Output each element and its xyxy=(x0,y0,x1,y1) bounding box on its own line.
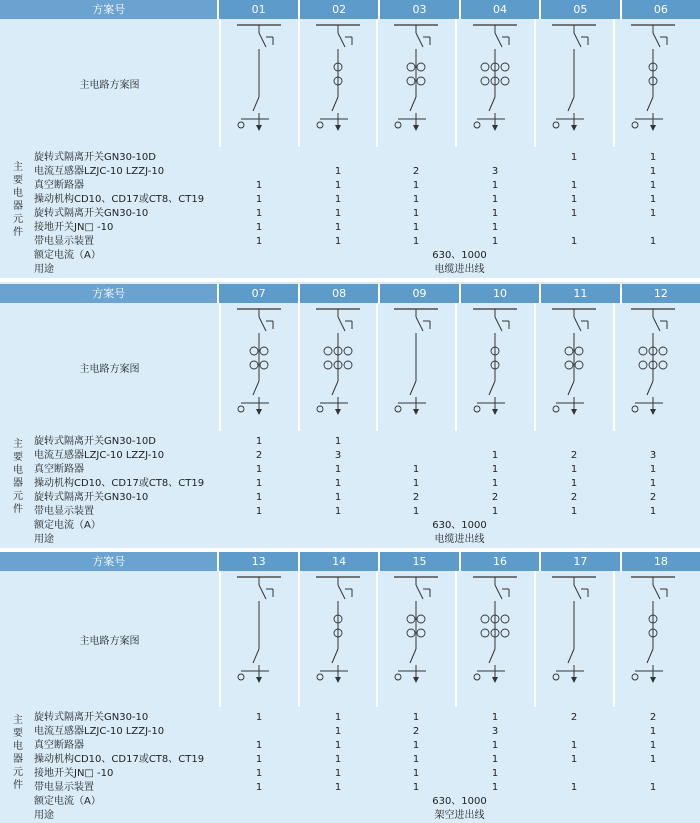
circuit-diagram xyxy=(237,25,281,131)
usage-row xyxy=(0,263,700,277)
rated-current-row xyxy=(0,249,700,263)
component-qty: 3 xyxy=(491,726,499,737)
component-qty: 1 xyxy=(491,236,499,247)
component-qty: 1 xyxy=(491,464,499,475)
column-separator xyxy=(455,19,457,147)
rated-current-label: 额定电流（A） xyxy=(34,520,101,531)
component-row xyxy=(0,781,700,795)
component-row xyxy=(0,739,700,753)
component-row xyxy=(0,221,700,235)
component-qty: 1 xyxy=(570,180,578,191)
scheme-number: 13 xyxy=(217,552,297,571)
usage-value: 电缆进出线 xyxy=(434,264,485,275)
column-separator xyxy=(376,571,378,707)
component-qty: 1 xyxy=(649,194,657,205)
rated-current-label: 额定电流（A） xyxy=(34,250,101,261)
component-qty: 1 xyxy=(412,180,420,191)
component-qty: 1 xyxy=(334,222,342,233)
component-qty: 1 xyxy=(491,740,499,751)
component-qty: 1 xyxy=(412,506,420,517)
usage-value: 架空进出线 xyxy=(434,810,485,821)
component-qty: 1 xyxy=(491,768,499,779)
circuit-diagram xyxy=(316,309,360,415)
component-qty: 1 xyxy=(255,194,263,205)
component-qty: 2 xyxy=(255,450,263,461)
component-qty: 1 xyxy=(649,726,657,737)
component-qty: 1 xyxy=(649,478,657,489)
usage-row xyxy=(0,533,700,547)
component-qty: 1 xyxy=(334,478,342,489)
component-qty: 1 xyxy=(255,506,263,517)
component-qty: 1 xyxy=(334,740,342,751)
component-row xyxy=(0,725,700,739)
component-qty: 2 xyxy=(412,726,420,737)
component-qty: 1 xyxy=(412,478,420,489)
main-components-label: 主 要 电 器 元 件 xyxy=(13,715,23,791)
component-qty: 1 xyxy=(491,782,499,793)
scheme-number: 04 xyxy=(459,0,539,19)
component-qty: 1 xyxy=(334,782,342,793)
component-name: 真空断路器 xyxy=(34,464,84,475)
scheme-block xyxy=(0,552,700,822)
column-separator xyxy=(376,303,378,431)
component-qty: 1 xyxy=(570,464,578,475)
component-row xyxy=(0,235,700,249)
component-qty: 1 xyxy=(412,222,420,233)
usage-label: 用途 xyxy=(34,810,54,821)
main-components-label: 主 要 电 器 元 件 xyxy=(13,439,23,515)
component-qty: 1 xyxy=(570,194,578,205)
component-qty: 1 xyxy=(334,768,342,779)
component-qty: 1 xyxy=(570,478,578,489)
component-name: 真空断路器 xyxy=(34,740,84,751)
component-qty: 1 xyxy=(334,236,342,247)
scheme-number: 15 xyxy=(378,552,458,571)
component-qty: 1 xyxy=(412,208,420,219)
component-qty: 1 xyxy=(570,782,578,793)
circuit-diagram xyxy=(631,309,675,415)
component-name: 旋转式隔离开关GN30-10 xyxy=(34,712,149,723)
rated-current-label: 额定电流（A） xyxy=(34,796,101,807)
circuit-diagram xyxy=(473,25,517,131)
rated-current-value: 630、1000 xyxy=(432,520,487,531)
component-qty: 1 xyxy=(255,782,263,793)
main-circuit-label: 主电路方案图 xyxy=(79,80,140,91)
scheme-header-row xyxy=(0,552,700,571)
circuit-diagram xyxy=(631,577,675,683)
column-separator xyxy=(613,303,615,431)
scheme-number: 08 xyxy=(298,284,378,303)
component-qty: 1 xyxy=(334,712,342,723)
component-row xyxy=(0,463,700,477)
column-separator xyxy=(219,303,221,431)
component-qty: 2 xyxy=(570,492,578,503)
scheme-header-row xyxy=(0,0,700,19)
usage-label: 用途 xyxy=(34,264,54,275)
component-qty: 2 xyxy=(412,492,420,503)
component-qty: 1 xyxy=(255,208,263,219)
component-name: 旋转式隔离开关GN30-10D xyxy=(34,152,156,163)
component-qty: 1 xyxy=(255,492,263,503)
scheme-no-label: 方案号 xyxy=(92,555,126,568)
scheme-number: 09 xyxy=(378,284,458,303)
scheme-no-label: 方案号 xyxy=(92,3,126,16)
component-row xyxy=(0,491,700,505)
component-qty: 1 xyxy=(412,712,420,723)
component-name: 接地开关JN□ -10 xyxy=(34,222,114,233)
usage-value: 电缆进出线 xyxy=(434,534,485,545)
scheme-block xyxy=(0,284,700,548)
column-separator xyxy=(613,19,615,147)
component-name: 电流互感器LZJC-10 LZZJ-10 xyxy=(34,450,165,461)
component-qty: 1 xyxy=(491,180,499,191)
component-qty: 1 xyxy=(255,478,263,489)
scheme-number: 10 xyxy=(459,284,539,303)
component-qty: 1 xyxy=(334,166,342,177)
rated-current-row xyxy=(0,519,700,533)
component-qty: 1 xyxy=(649,180,657,191)
column-separator xyxy=(534,571,536,707)
component-qty: 1 xyxy=(649,506,657,517)
component-qty: 1 xyxy=(334,180,342,191)
component-row xyxy=(0,151,700,165)
component-qty: 2 xyxy=(649,712,657,723)
component-qty: 1 xyxy=(412,194,420,205)
circuit-diagram xyxy=(631,25,675,131)
scheme-number: 18 xyxy=(620,552,700,571)
rated-current-value: 630、1000 xyxy=(432,796,487,807)
circuit-diagram xyxy=(473,577,517,683)
component-qty: 1 xyxy=(491,506,499,517)
component-name: 接地开关JN□ -10 xyxy=(34,768,114,779)
component-qty: 1 xyxy=(649,166,657,177)
component-name: 电流互感器LZJC-10 LZZJ-10 xyxy=(34,726,165,737)
circuit-diagram xyxy=(237,309,281,415)
column-separator xyxy=(376,19,378,147)
component-qty: 1 xyxy=(491,222,499,233)
component-qty: 3 xyxy=(334,450,342,461)
scheme-number: 01 xyxy=(217,0,297,19)
component-qty: 1 xyxy=(491,478,499,489)
scheme-number: 17 xyxy=(539,552,619,571)
component-qty: 1 xyxy=(491,194,499,205)
component-name: 旋转式隔离开关GN30-10 xyxy=(34,208,149,219)
scheme-number: 05 xyxy=(539,0,619,19)
column-separator xyxy=(455,571,457,707)
block-gap xyxy=(0,278,700,282)
component-qty: 1 xyxy=(412,464,420,475)
component-qty: 1 xyxy=(491,712,499,723)
component-qty: 1 xyxy=(255,464,263,475)
component-qty: 1 xyxy=(649,754,657,765)
component-name: 操动机构CD10、CD17或CT8、CT19 xyxy=(34,194,205,205)
column-separator xyxy=(534,303,536,431)
circuit-diagram xyxy=(316,577,360,683)
component-qty: 1 xyxy=(570,740,578,751)
component-row xyxy=(0,477,700,491)
component-qty: 1 xyxy=(649,782,657,793)
component-name: 带电显示装置 xyxy=(34,782,94,793)
component-row xyxy=(0,767,700,781)
column-separator xyxy=(298,19,300,147)
component-qty: 1 xyxy=(491,208,499,219)
component-qty: 2 xyxy=(412,166,420,177)
component-row xyxy=(0,193,700,207)
component-qty: 1 xyxy=(334,194,342,205)
component-name: 旋转式隔离开关GN30-10 xyxy=(34,492,149,503)
component-qty: 2 xyxy=(570,712,578,723)
component-name: 操动机构CD10、CD17或CT8、CT19 xyxy=(34,754,205,765)
component-qty: 1 xyxy=(649,208,657,219)
column-separator xyxy=(219,571,221,707)
component-name: 带电显示装置 xyxy=(34,236,94,247)
component-qty: 3 xyxy=(649,450,657,461)
circuit-diagram xyxy=(394,309,438,415)
circuit-diagrams xyxy=(0,571,700,707)
rated-current-value: 630、1000 xyxy=(432,250,487,261)
component-qty: 1 xyxy=(334,726,342,737)
scheme-block xyxy=(0,0,700,275)
component-qty: 1 xyxy=(334,492,342,503)
component-qty: 2 xyxy=(649,492,657,503)
component-qty: 1 xyxy=(334,506,342,517)
column-separator xyxy=(219,19,221,147)
circuit-diagram xyxy=(473,309,517,415)
component-qty: 1 xyxy=(412,754,420,765)
scheme-no-label: 方案号 xyxy=(92,287,126,300)
column-separator xyxy=(534,19,536,147)
component-row xyxy=(0,449,700,463)
usage-label: 用途 xyxy=(34,534,54,545)
scheme-header-row xyxy=(0,284,700,303)
component-qty: 1 xyxy=(412,236,420,247)
component-name: 带电显示装置 xyxy=(34,506,94,517)
usage-row xyxy=(0,809,700,823)
scheme-number: 07 xyxy=(217,284,297,303)
main-components-label: 主 要 电 器 元 件 xyxy=(13,162,23,238)
component-row xyxy=(0,165,700,179)
component-row xyxy=(0,207,700,221)
column-separator xyxy=(455,303,457,431)
main-circuit-label: 主电路方案图 xyxy=(79,364,140,375)
component-qty: 1 xyxy=(255,712,263,723)
scheme-number: 03 xyxy=(378,0,458,19)
component-qty: 1 xyxy=(334,436,342,447)
component-qty: 1 xyxy=(255,436,263,447)
component-qty: 2 xyxy=(570,450,578,461)
circuit-diagram xyxy=(394,25,438,131)
circuit-diagram xyxy=(316,25,360,131)
circuit-diagrams xyxy=(0,19,700,147)
component-qty: 1 xyxy=(491,450,499,461)
circuit-diagram xyxy=(394,577,438,683)
component-qty: 1 xyxy=(570,236,578,247)
component-qty: 1 xyxy=(491,754,499,765)
component-qty: 1 xyxy=(334,464,342,475)
column-separator xyxy=(613,571,615,707)
component-qty: 1 xyxy=(255,768,263,779)
component-name: 旋转式隔离开关GN30-10D xyxy=(34,436,156,447)
component-qty: 1 xyxy=(255,180,263,191)
component-qty: 1 xyxy=(334,754,342,765)
scheme-number: 11 xyxy=(539,284,619,303)
component-qty: 1 xyxy=(570,506,578,517)
circuit-diagram xyxy=(552,309,596,415)
component-qty: 1 xyxy=(255,236,263,247)
component-qty: 1 xyxy=(334,208,342,219)
circuit-diagram xyxy=(552,25,596,131)
scheme-number: 02 xyxy=(298,0,378,19)
component-row xyxy=(0,179,700,193)
component-qty: 1 xyxy=(649,236,657,247)
component-qty: 1 xyxy=(412,768,420,779)
component-row xyxy=(0,435,700,449)
component-qty: 1 xyxy=(255,222,263,233)
component-qty: 1 xyxy=(255,754,263,765)
component-qty: 1 xyxy=(412,740,420,751)
circuit-diagram xyxy=(552,577,596,683)
component-qty: 1 xyxy=(570,152,578,163)
component-qty: 1 xyxy=(412,782,420,793)
component-qty: 1 xyxy=(649,740,657,751)
component-row xyxy=(0,753,700,767)
main-circuit-label: 主电路方案图 xyxy=(79,636,140,647)
rated-current-row xyxy=(0,795,700,809)
component-name: 电流互感器LZJC-10 LZZJ-10 xyxy=(34,166,165,177)
component-row xyxy=(0,711,700,725)
circuit-diagram xyxy=(237,577,281,683)
component-qty: 1 xyxy=(255,740,263,751)
scheme-number: 16 xyxy=(459,552,539,571)
component-qty: 1 xyxy=(649,152,657,163)
column-separator xyxy=(298,303,300,431)
component-row xyxy=(0,505,700,519)
component-qty: 1 xyxy=(570,754,578,765)
component-qty: 3 xyxy=(491,166,499,177)
column-separator xyxy=(298,571,300,707)
scheme-number: 14 xyxy=(298,552,378,571)
circuit-diagrams xyxy=(0,303,700,431)
component-name: 操动机构CD10、CD17或CT8、CT19 xyxy=(34,478,205,489)
scheme-number: 06 xyxy=(620,0,700,19)
component-qty: 1 xyxy=(570,208,578,219)
component-qty: 1 xyxy=(649,464,657,475)
component-qty: 2 xyxy=(491,492,499,503)
scheme-number: 12 xyxy=(620,284,700,303)
component-name: 真空断路器 xyxy=(34,180,84,191)
